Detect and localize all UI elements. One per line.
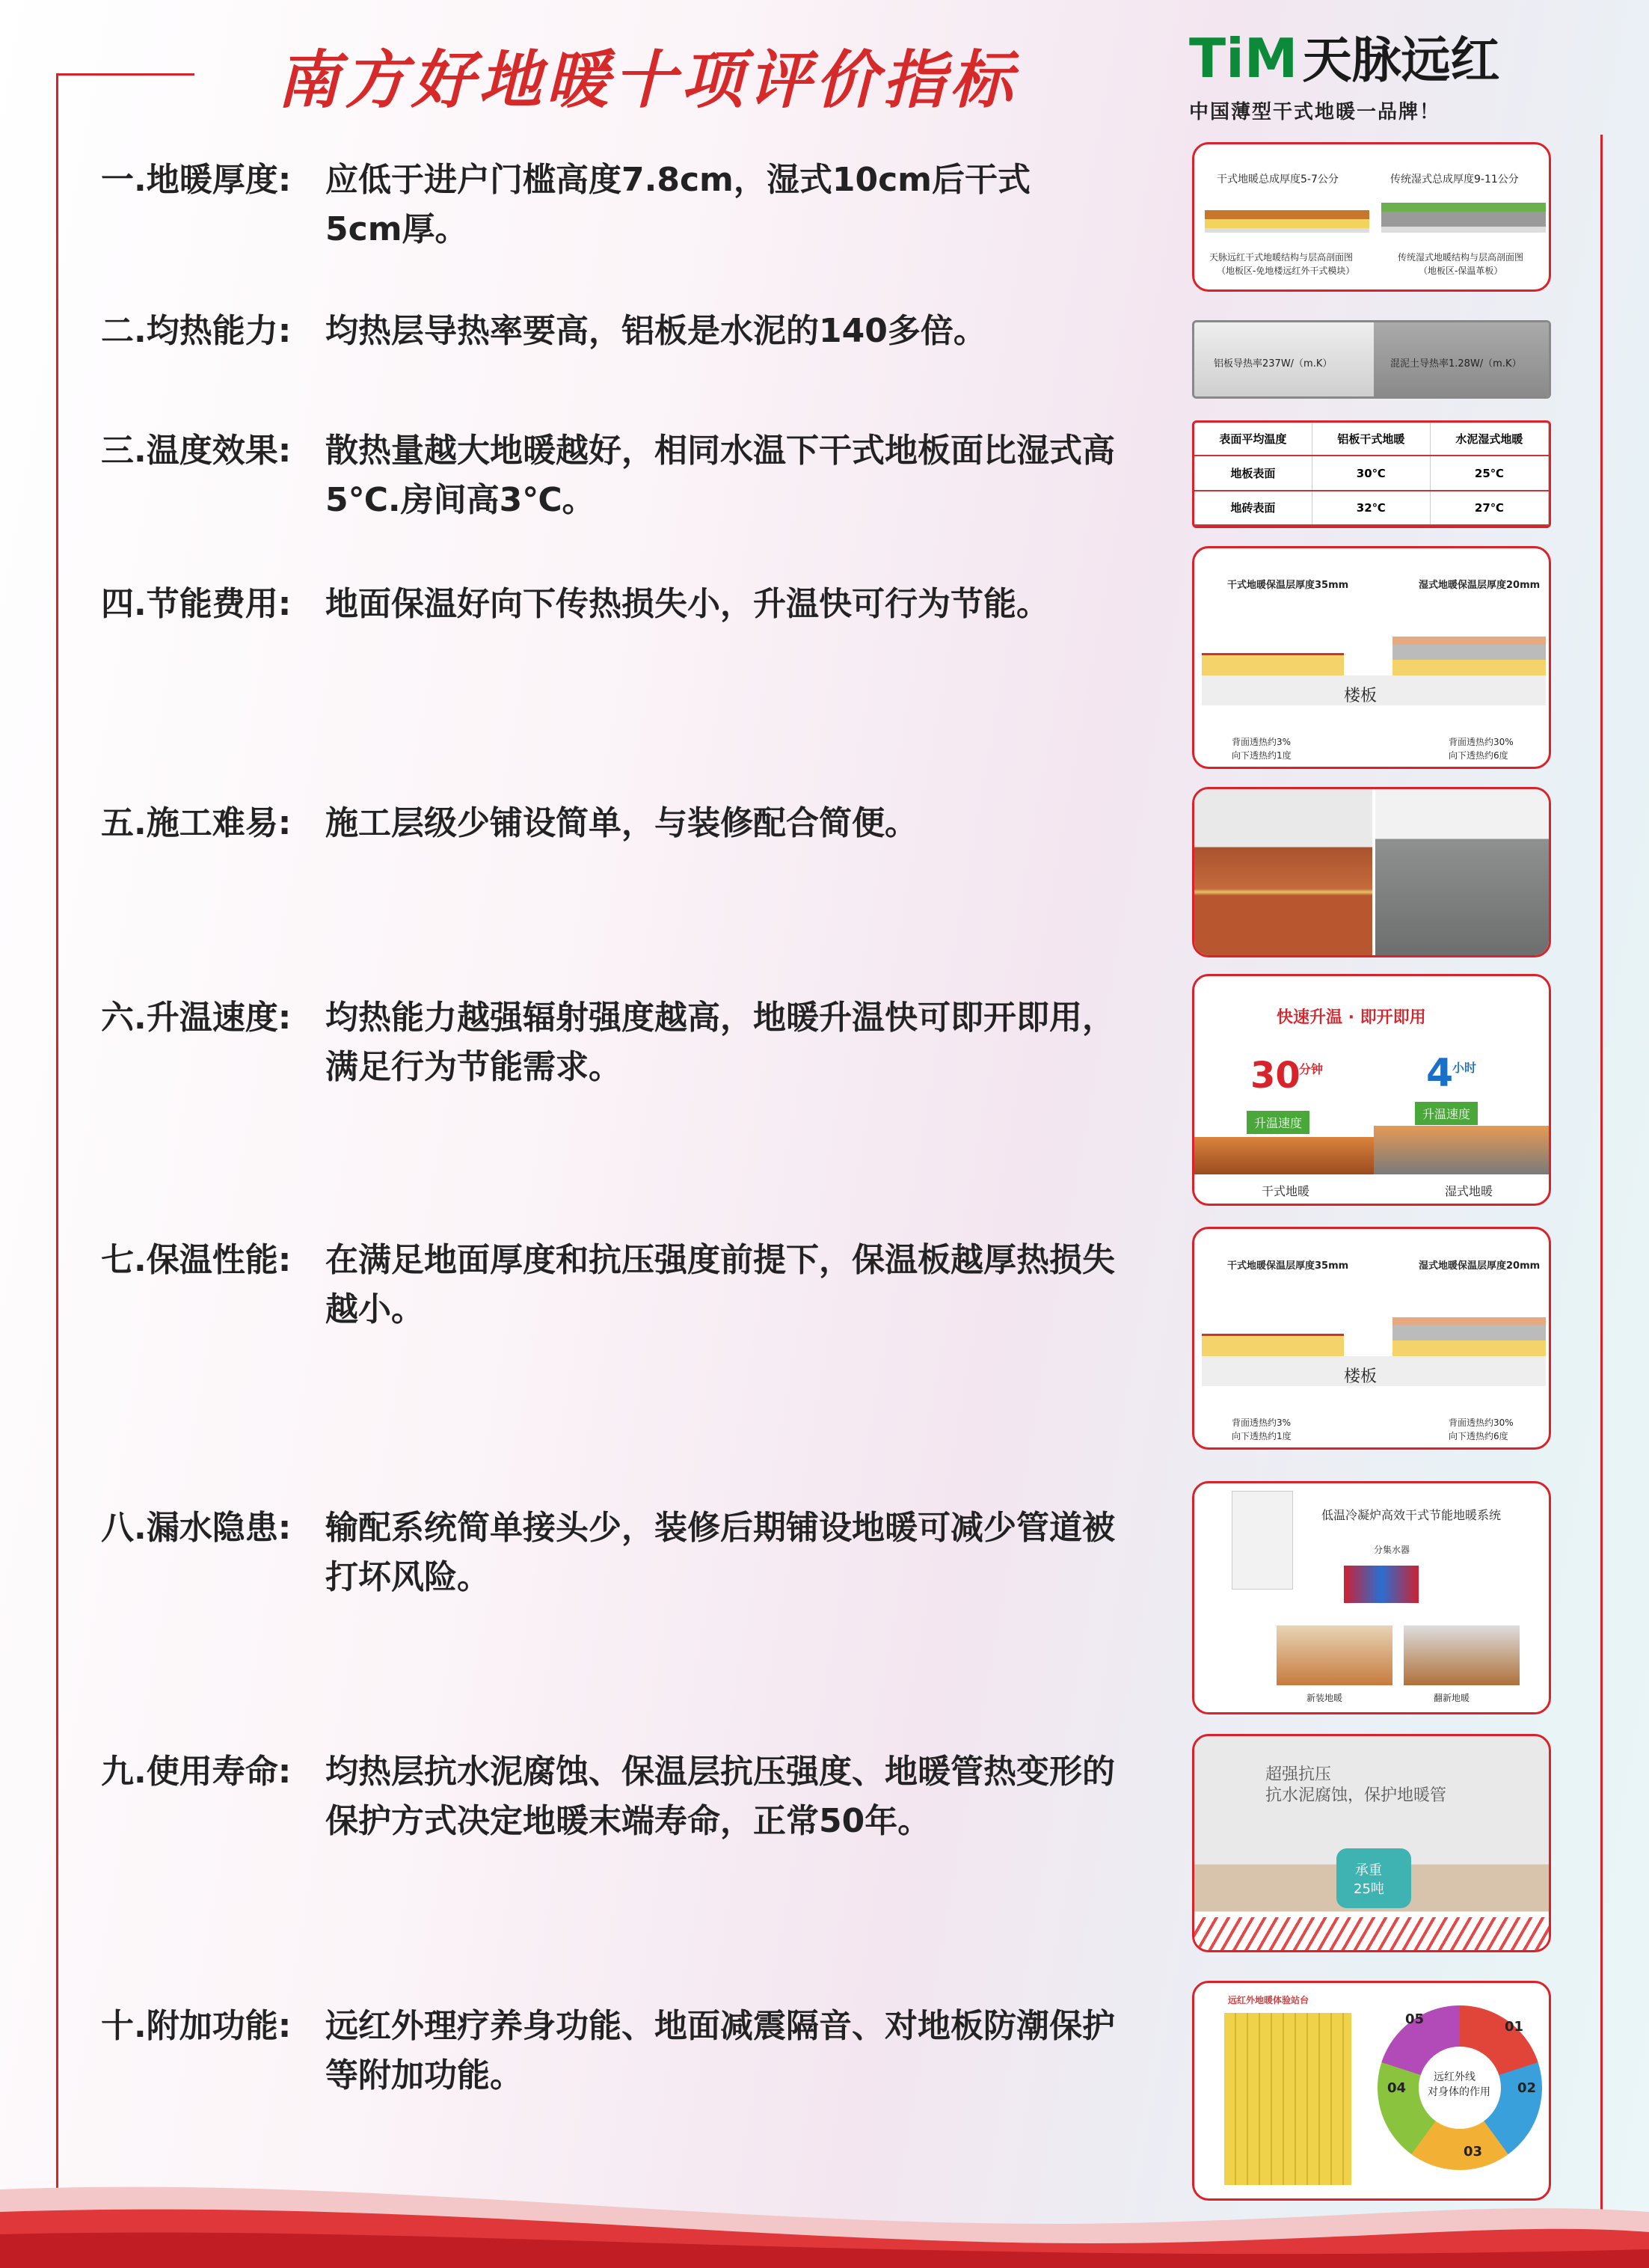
panel-text: 背面透热约3% xyxy=(1232,737,1292,747)
panel-pressure xyxy=(1192,1734,1551,1952)
panel-text: 传统湿式地暖结构与层高剖面图 xyxy=(1398,252,1524,263)
panel-text: 分钟 xyxy=(1299,1062,1324,1076)
table-cell: 27℃ xyxy=(1430,491,1548,525)
item-label: 九.使用寿命: xyxy=(101,1753,292,1791)
panel-temperature-table xyxy=(1192,420,1551,528)
item-text: 应低于进户门槛高度7.8cm，湿式10cm后干式5cm厚。 xyxy=(325,161,1031,248)
brand-mark: TiM xyxy=(1189,27,1298,90)
manifold xyxy=(1344,1566,1419,1603)
boiler xyxy=(1232,1491,1293,1590)
panel-text: 02 xyxy=(1517,2080,1537,2096)
dry-section-illustration xyxy=(1205,210,1369,233)
panel-text: 超强抗压 xyxy=(1265,1765,1332,1784)
panel-text: 新装地暖 xyxy=(1306,1693,1343,1703)
panel-text: 远红外地暖体验站台 xyxy=(1228,1995,1309,2005)
dry-floor-illustration xyxy=(1202,1334,1344,1356)
panel-text: 背面透热约30% xyxy=(1449,1418,1514,1428)
temperature-table xyxy=(1194,423,1549,526)
panel-text: 远红外线 xyxy=(1434,2071,1475,2083)
panel-conductivity xyxy=(1192,320,1551,399)
item-label: 八.漏水隐患: xyxy=(101,1509,292,1547)
panel-text: 天脉远红干式地暖结构与层高剖面图 xyxy=(1209,252,1354,263)
table-cell: 水泥湿式地暖 xyxy=(1430,423,1548,456)
frame-left-line xyxy=(56,73,58,2213)
panel-text: 湿式地暖保温层厚度20mm xyxy=(1419,1260,1541,1272)
item-label: 七.保温性能: xyxy=(101,1241,292,1279)
brand-name: 天脉远红 xyxy=(1302,31,1500,89)
panel-text: 低温冷凝炉高效干式节能地暖系统 xyxy=(1321,1508,1502,1522)
panel-text: 04 xyxy=(1387,2080,1407,2096)
panel-text: 抗水泥腐蚀，保护地暖管 xyxy=(1265,1786,1447,1805)
wet-section-illustration xyxy=(1381,203,1546,233)
panel-far-infrared xyxy=(1192,1981,1551,2201)
table-row xyxy=(1194,456,1549,490)
wet-floor-illustration xyxy=(1392,637,1546,675)
table-cell: 25℃ xyxy=(1430,456,1548,490)
table-row xyxy=(1194,423,1549,456)
panel-text: 升温速度 xyxy=(1415,1102,1478,1125)
dry-floor-block xyxy=(1194,1137,1374,1174)
panel-text: 湿式地暖 xyxy=(1445,1184,1493,1198)
panel-text: （地板区-保温革板） xyxy=(1419,266,1503,276)
table-cell: 地板表面 xyxy=(1194,456,1312,490)
panel-text: 传统湿式总成厚度9-11公分 xyxy=(1390,174,1519,186)
item-text: 均热层导热率要高，铝板是水泥的140多倍。 xyxy=(325,312,986,350)
page-title: 南方好地暖十项评价指标 xyxy=(277,43,1018,117)
brand-slogan: 中国薄型干式地暖一品牌！ xyxy=(1189,101,1441,123)
panel-text: 干式地暖保温层厚度35mm xyxy=(1227,1260,1349,1272)
panel-text: （地板区-免地楼远红外干式模块） xyxy=(1217,266,1355,276)
panel-text: 楼板 xyxy=(1344,687,1378,705)
frame-top-line xyxy=(56,73,194,76)
table-row xyxy=(1194,491,1549,525)
item-text: 均热层抗水泥腐蚀、保温层抗压强度、地暖管热变形的保护方式决定地暖末端寿命，正常50年。 xyxy=(325,1753,1115,1840)
wet-floor-illustration xyxy=(1392,1317,1546,1356)
panel-heating-system xyxy=(1192,1481,1551,1714)
panel-text: 分集水器 xyxy=(1374,1545,1410,1555)
panel-text: 向下透热约1度 xyxy=(1232,1431,1292,1441)
experience-station-illustration xyxy=(1224,2013,1351,2185)
item-text: 均热能力越强辐射强度越高，地暖升温快可即开即用，满足行为节能需求。 xyxy=(325,999,1115,1086)
wet-floor-block xyxy=(1374,1126,1551,1174)
panel-heatup-speed xyxy=(1192,974,1551,1206)
panel-text: 05 xyxy=(1405,2011,1425,2027)
panel-text: 向下透热约6度 xyxy=(1449,1431,1508,1441)
table-cell: 表面平均温度 xyxy=(1194,423,1312,456)
item-label: 四.节能费用: xyxy=(101,585,292,623)
panel-insulation-diagram-2 xyxy=(1192,1227,1551,1450)
panel-text: 30 xyxy=(1250,1055,1301,1097)
bottom-ribbon-decoration xyxy=(0,2171,1649,2268)
panel-text: 25吨 xyxy=(1354,1881,1384,1897)
heating-coil-illustration xyxy=(1194,1917,1549,1950)
panel-text: 铝板导热率237W/（m.K） xyxy=(1214,358,1333,370)
panel-text: 对身体的作用 xyxy=(1428,2086,1490,2098)
renovated-floor-illustration xyxy=(1404,1625,1520,1685)
panel-text: 干式地暖总成厚度5-7公分 xyxy=(1217,174,1339,186)
new-floor-illustration xyxy=(1277,1625,1392,1685)
dry-floor-illustration xyxy=(1202,653,1344,675)
item-text: 输配系统简单接头少，装修后期铺设地暖可减少管道被打坏风险。 xyxy=(325,1509,1115,1596)
panel-text: 干式地暖 xyxy=(1262,1184,1310,1198)
panel-text: 升温速度 xyxy=(1247,1111,1309,1134)
item-text: 散热量越大地暖越好，相同水温下干式地板面比湿式高5℃.房间高3℃。 xyxy=(325,432,1115,519)
panel-text: 背面透热约3% xyxy=(1232,1418,1292,1428)
panel-text: 01 xyxy=(1505,2019,1524,2035)
panel-text: 楼板 xyxy=(1344,1367,1378,1386)
item-text: 地面保温好向下传热损失小，升温快可行为节能。 xyxy=(325,585,1049,623)
item-label: 三.温度效果: xyxy=(101,432,292,470)
wet-install-photo xyxy=(1375,789,1551,955)
item-text: 在满足地面厚度和抗压强度前提下，保温板越厚热损失越小。 xyxy=(325,1241,1115,1328)
item-label: 六.升温速度: xyxy=(101,999,292,1037)
panel-text: 背面透热约30% xyxy=(1449,737,1514,747)
panel-text: 向下透热约6度 xyxy=(1449,750,1508,761)
item-label: 一.地暖厚度: xyxy=(101,161,292,199)
panel-text: 混泥土导热率1.28W/（m.K） xyxy=(1390,358,1522,370)
panel-text: 4 xyxy=(1426,1051,1454,1096)
panel-thickness xyxy=(1192,142,1551,292)
panel-text: 03 xyxy=(1464,2144,1483,2160)
frame-right-line xyxy=(1600,135,1603,2214)
panel-text: 翻新地暖 xyxy=(1434,1693,1470,1703)
table-cell: 地砖表面 xyxy=(1194,491,1312,525)
panel-text: 干式地暖保温层厚度35mm xyxy=(1227,580,1349,591)
panel-text: 湿式地暖保温层厚度20mm xyxy=(1419,580,1541,591)
panel-text: 向下透热约1度 xyxy=(1232,750,1292,761)
brand-logo xyxy=(1189,28,1541,124)
item-text: 远红外理疗养身功能、地面减震隔音、对地板防潮保护等附加功能。 xyxy=(325,2007,1115,2094)
item-label: 二.均热能力: xyxy=(101,312,292,350)
table-cell: 32℃ xyxy=(1312,491,1430,525)
dry-install-photo xyxy=(1194,789,1372,955)
table-cell: 铝板干式地暖 xyxy=(1312,423,1430,456)
item-text: 施工层级少铺设简单，与装修配合简便。 xyxy=(325,804,918,842)
panel-insulation-diagram xyxy=(1192,546,1551,769)
item-label: 十.附加功能: xyxy=(101,2007,292,2045)
item-label: 五.施工难易: xyxy=(101,804,292,842)
panel-text: 承重 xyxy=(1355,1863,1382,1878)
panel-text: 小时 xyxy=(1452,1061,1477,1075)
panel-construction-photos xyxy=(1192,787,1551,957)
table-cell: 30℃ xyxy=(1312,456,1430,490)
panel-text: 快速升温 · 即开即用 xyxy=(1277,1008,1426,1027)
